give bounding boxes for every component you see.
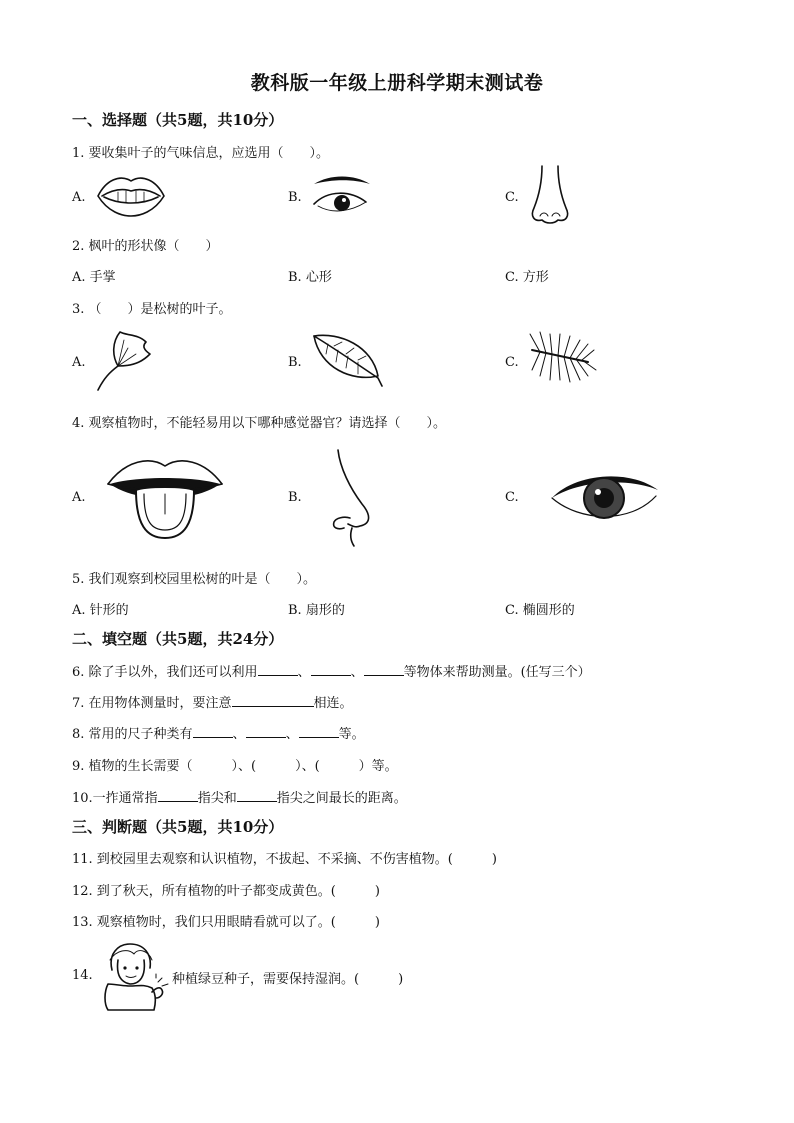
- question-3: 3. （ ）是松树的叶子。: [72, 302, 232, 317]
- q1-option-a-label: A.: [72, 190, 86, 205]
- q8-sep-2: 、: [285, 727, 299, 742]
- q3-option-c-label: C.: [505, 355, 519, 370]
- question-4: 4. 观察植物时，不能轻易用以下哪种感觉器官？请选择（ ）。: [72, 416, 447, 431]
- q10-text-mid: 指尖和: [197, 791, 237, 806]
- q4-option-a-label: A.: [72, 490, 86, 505]
- q8-sep-1: 、: [232, 727, 246, 742]
- question-10: [72, 787, 407, 806]
- q6-blank-2[interactable]: [311, 663, 351, 676]
- q7-blank[interactable]: [232, 694, 314, 707]
- q6-text-end: 等物体来帮助测量。(任写三个）: [403, 665, 591, 680]
- question-14: 种植绿豆种子，需要保持湿润。( ): [172, 972, 404, 987]
- question-2: 2. 枫叶的形状像（ ）: [72, 239, 219, 254]
- q6-sep-1: 、: [297, 665, 311, 680]
- q7-text-end: 相连。: [313, 696, 353, 711]
- question-13: 13. 观察植物时，我们只用眼睛看就可以了。( ): [72, 915, 380, 930]
- q4-option-c-label: C.: [505, 490, 519, 505]
- pine-needles-icon: [526, 330, 598, 386]
- broad-leaf-icon: [310, 332, 384, 388]
- q2-option-a: A. 手掌: [72, 270, 116, 285]
- q5-option-a: A. 针形的: [72, 603, 129, 618]
- question-5: 5. 我们观察到校园里松树的叶是（ ）。: [72, 572, 317, 587]
- question-12: 12. 到了秋天，所有植物的叶子都变成黄色。( ): [72, 884, 380, 899]
- q5-option-b: B. 扇形的: [288, 603, 345, 618]
- q7-text-start: 7. 在用物体测量时，要注意: [72, 696, 232, 711]
- section-heading-choice: 一、选择题（共5题，共10分）: [72, 111, 284, 129]
- eye-icon: [310, 176, 374, 216]
- q10-blank-2[interactable]: [237, 789, 277, 802]
- q8-blank-2[interactable]: [246, 725, 286, 738]
- nose-profile-icon: [326, 448, 376, 548]
- question-9: 9. 植物的生长需要（ ）、( ）、( ）等。: [72, 759, 398, 774]
- q8-text-start: 8. 常用的尺子种类有: [72, 727, 193, 742]
- question-7: [72, 692, 353, 711]
- q1-option-b-label: B.: [288, 190, 302, 205]
- q8-blank-3[interactable]: [299, 725, 339, 738]
- page-title: 教科版一年级上册科学期末测试卷: [250, 72, 544, 94]
- q2-option-b: B. 心形: [288, 270, 332, 285]
- question-8: [72, 723, 365, 742]
- mouth-icon: [96, 172, 166, 218]
- q4-option-b-label: B.: [288, 490, 302, 505]
- question-6: [72, 661, 591, 680]
- eye-icon: [550, 468, 660, 528]
- tongue-mouth-icon: [106, 454, 224, 542]
- q8-text-end: 等。: [338, 727, 365, 742]
- q10-text-end: 指尖之间最长的距离。: [276, 791, 407, 806]
- nose-icon: [528, 164, 572, 226]
- q6-blank-3[interactable]: [364, 663, 404, 676]
- q5-option-c: C. 椭圆形的: [505, 603, 575, 618]
- section-heading-fill: 二、填空题（共5题，共24分）: [72, 630, 284, 648]
- q10-text-start: 10.一拃通常指: [72, 791, 158, 806]
- question-11: 11. 到校园里去观察和认识植物，不拔起、不采摘、不伤害植物。( ): [72, 852, 497, 867]
- q8-blank-1[interactable]: [193, 725, 233, 738]
- q10-blank-1[interactable]: [158, 789, 198, 802]
- ginkgo-leaf-icon: [94, 328, 156, 392]
- q1-option-c-label: C.: [505, 190, 519, 205]
- q3-option-a-label: A.: [72, 355, 86, 370]
- q6-sep-2: 、: [350, 665, 364, 680]
- q2-option-c: C. 方形: [505, 270, 549, 285]
- question-1: 1. 要收集叶子的气味信息，应选用（ ）。: [72, 146, 330, 161]
- q3-option-b-label: B.: [288, 355, 302, 370]
- girl-icon: [98, 940, 170, 1012]
- q6-blank-1[interactable]: [258, 663, 298, 676]
- section-heading-judge: 三、判断题（共5题，共10分）: [72, 818, 284, 836]
- q14-number: 14.: [72, 968, 93, 983]
- q6-text-start: 6. 除了手以外，我们还可以利用: [72, 665, 258, 680]
